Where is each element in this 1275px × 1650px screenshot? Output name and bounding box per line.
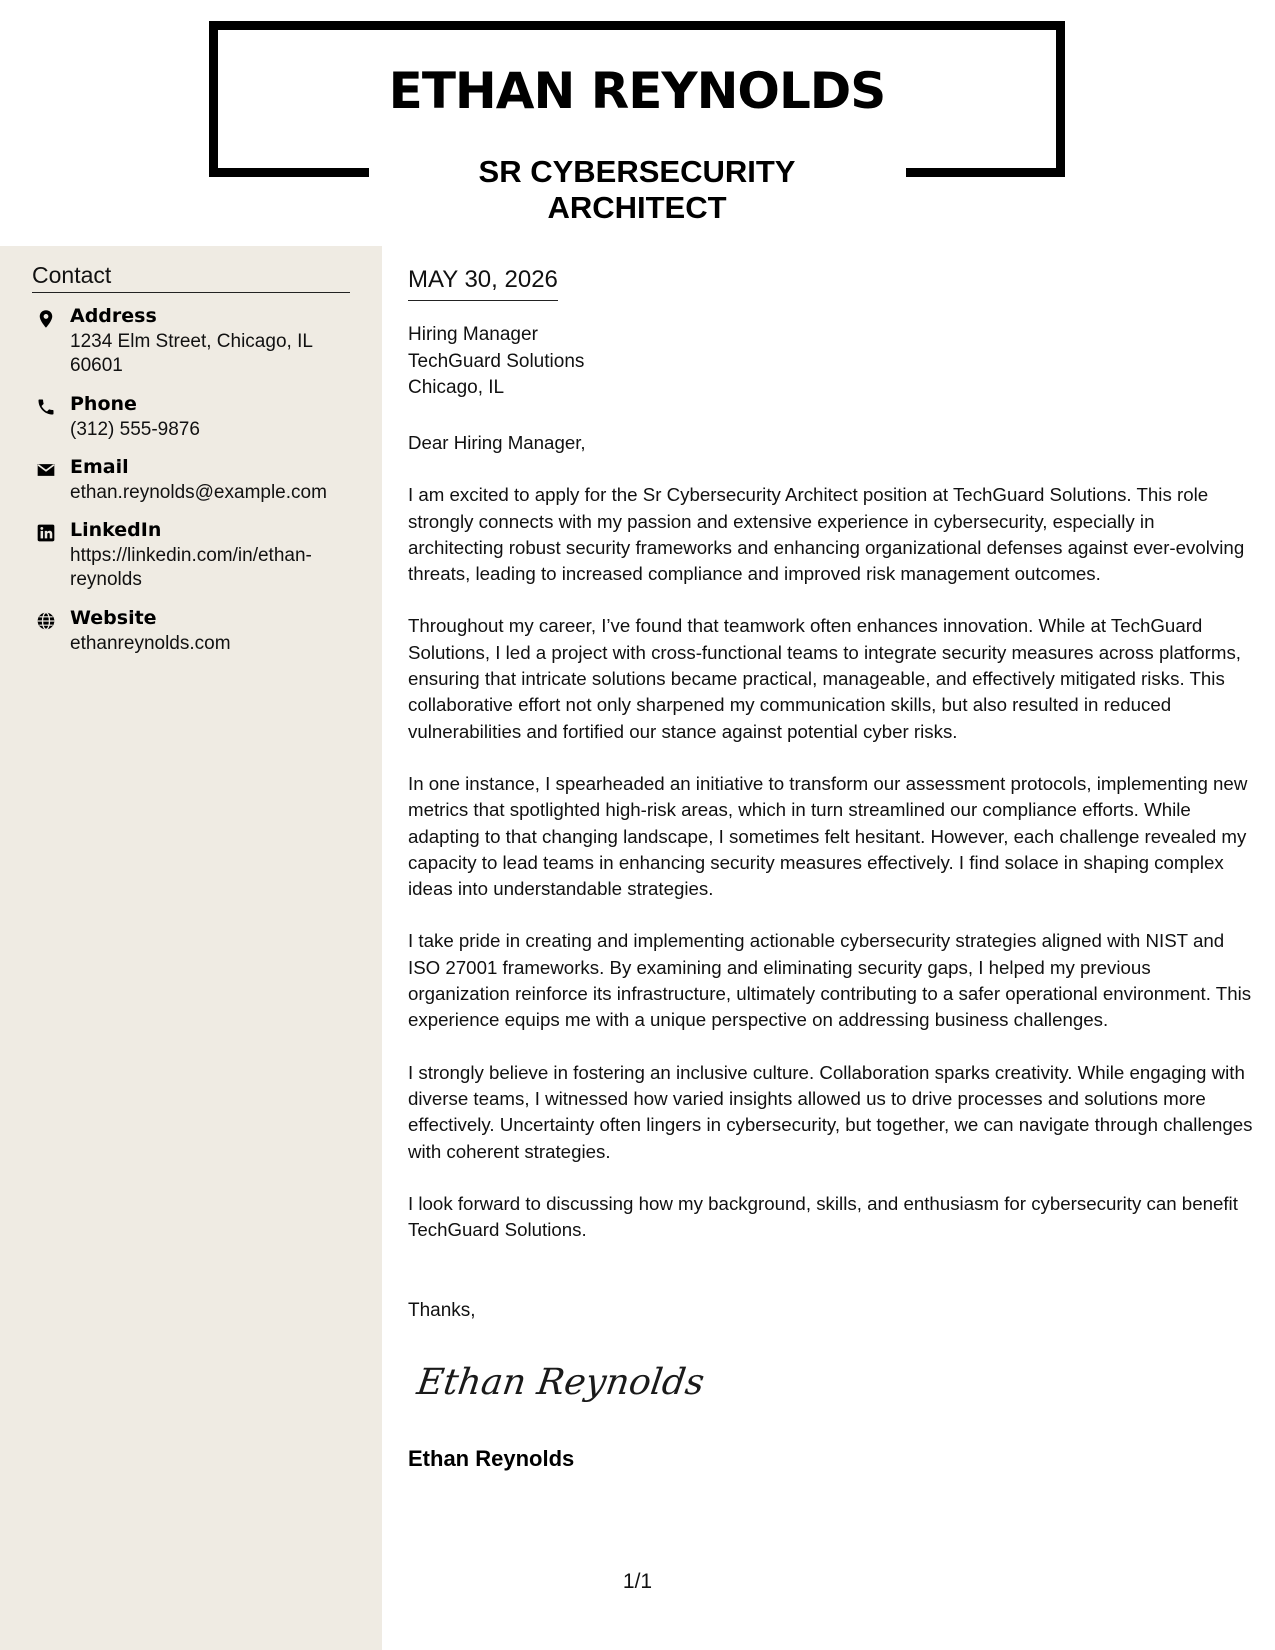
contact-label: Email [70, 456, 129, 478]
salutation: Dear Hiring Manager, [408, 432, 586, 453]
svg-text:Ethan Reynolds: Ethan Reynolds [414, 1360, 708, 1403]
letter-paragraph: I take pride in creating and implementing actionable cybersecurity strategies aligned with NIST and ISO 27001 frameworks. By examining and eliminating security gaps, I helped my previous organization reinforce its infrastructure, ultimately contributing to a safer operational environment. This experience equips me with a unique perspective on addressing business challenges. [408, 930, 1252, 1031]
map-pin-icon [36, 309, 56, 329]
contact-label: LinkedIn [70, 519, 162, 541]
phone-value: (312) 555-9876 [70, 419, 200, 440]
recipient-line: Chicago, IL [408, 377, 505, 398]
applicant-name: ETHAN REYNOLDS [388, 62, 886, 120]
letter-paragraph: In one instance, I spearheaded an initiative to transform our assessment protocols, implementing new metrics that spotlighted high-risk areas, which in turn streamlined our compliance efforts. While adapting to that changing landscape, I sometimes felt hesitant. However, each challenge revealed my capacity to lead teams in enhancing security measures effectively. I find solace in shaping complex ideas into understandable strategies. [408, 772, 1248, 900]
header-frame-bottom-right [906, 168, 1065, 177]
job-title: SR CYBERSECURITY ARCHITECT [478, 154, 796, 225]
email-value: ethan.reynolds@example.com [70, 482, 327, 503]
envelope-icon [36, 460, 56, 480]
signer-name: Ethan Reynolds [408, 1446, 575, 1471]
letter-body [408, 430, 1253, 1269]
letter-date: MAY 30, 2026 [408, 266, 558, 301]
linkedin-icon [36, 523, 56, 543]
closing: Thanks, [408, 1300, 476, 1321]
letter-paragraph: I look forward to discussing how my background, skills, and enthusiasm for cybersecurity can benefit TechGuard Solutions. [408, 1192, 1238, 1241]
address-value: 1234 Elm Street, Chicago, IL 60601 [70, 331, 313, 376]
contact-label: Phone [70, 393, 137, 415]
letter-paragraph: I am excited to apply for the Sr Cybersecurity Architect position at TechGuard Solutions. This role strongly connects with my passion and extensive experience in cybersecurity, especially in architecting robust security frameworks and enhancing organizational defenses against ever-evolving threats, leading to increased compliance and improved risk management outcomes. [408, 484, 1245, 585]
contact-heading: Contact [32, 262, 350, 293]
globe-icon [36, 611, 56, 631]
handwritten-signature [414, 1350, 708, 1410]
letter-paragraph: Throughout my career, I’ve found that teamwork often enhances innovation. While at TechGuard Solutions, I led a project with cross-functional teams to integrate security measures across platforms, ensuring that intricate solutions became practical, manageable, and effectively mitigated risks. This collaborative effort not only sharpened my communication skills, but also resulted in reduced vulnerabilities and fortified our stance against potential cyber risks. [408, 615, 1241, 742]
contact-label: Website [70, 607, 157, 629]
recipient-block [408, 322, 584, 402]
page-number: 1/1 [622, 1570, 653, 1593]
website-value: ethanreynolds.com [70, 633, 231, 654]
recipient-line: TechGuard Solutions [408, 350, 585, 372]
header-frame-bottom-left [209, 168, 369, 177]
contact-sidebar [0, 246, 382, 1650]
phone-icon [36, 397, 56, 417]
contact-label: Address [70, 305, 157, 327]
linkedin-value: https://linkedin.com/in/ethan-reynolds [70, 545, 312, 590]
letter-paragraph: I strongly believe in fostering an inclusive culture. Collaboration sparks creativity. While engaging with diverse teams, I witnessed how varied insights allowed us to drive processes and solutions more effectively. Uncertainty often lingers in cybersecurity, but together, we can navigate through challenges with coherent strategies. [408, 1061, 1253, 1162]
recipient-line: Hiring Manager [408, 324, 538, 345]
